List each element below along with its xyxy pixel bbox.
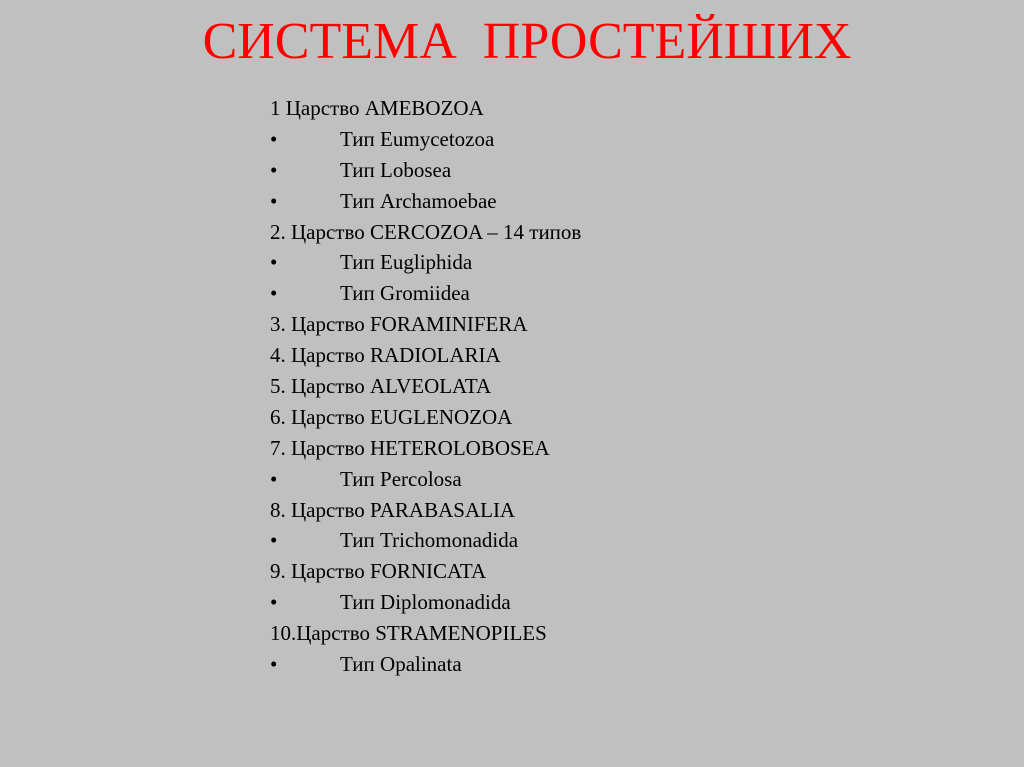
kingdom-item <box>270 217 581 248</box>
kingdom-label: 8. Царство PARABASALIA <box>270 497 516 522</box>
kingdom-label: 2. Царство CERCOZOA – 14 типов <box>270 219 582 244</box>
kingdom-item <box>270 402 581 433</box>
type-item <box>270 186 581 217</box>
type-label: Тип Eumycetozoa <box>340 126 495 151</box>
type-label: Тип Eugliphida <box>340 250 473 275</box>
bullet-icon: • <box>270 528 278 553</box>
bullet-icon: • <box>270 466 278 491</box>
type-label: Тип Lobosea <box>340 157 452 182</box>
kingdom-item <box>270 371 581 402</box>
kingdom-label: 1 Царство AMEBOZOA <box>270 96 484 120</box>
bullet-icon: • <box>270 590 278 615</box>
kingdom-item <box>270 495 581 526</box>
type-item <box>270 124 581 155</box>
kingdom-label: 10.Царство STRAMENOPILES <box>270 621 547 646</box>
type-item <box>270 649 581 680</box>
kingdom-label: 9. Царство FORNICATA <box>270 559 487 584</box>
kingdom-item <box>270 309 581 340</box>
kingdom-item <box>270 618 581 649</box>
type-item <box>270 464 581 495</box>
type-label: Тип Gromiidea <box>340 281 470 306</box>
type-item <box>270 587 581 618</box>
bullet-icon: • <box>270 250 278 275</box>
type-item <box>270 278 581 309</box>
kingdom-item <box>270 340 581 371</box>
kingdom-label: 5. Царство ALVEOLATA <box>270 374 492 399</box>
kingdom-item <box>270 556 581 587</box>
type-label: Тип Trichomonadida <box>340 528 519 553</box>
bullet-icon: • <box>270 652 278 677</box>
kingdom-item <box>270 93 581 124</box>
taxonomy-list <box>270 93 581 680</box>
type-label: Тип Opalinata <box>340 652 462 677</box>
bullet-icon: • <box>270 126 278 151</box>
kingdom-label: 6. Царство EUGLENOZOA <box>270 404 513 429</box>
type-item <box>270 155 581 186</box>
bullet-icon: • <box>270 188 278 213</box>
kingdom-label: 7. Царство HETEROLOBOSEA <box>270 435 550 460</box>
kingdom-item <box>270 433 581 464</box>
kingdom-label: 3. Царство FORAMINIFERA <box>270 312 528 337</box>
type-label: Тип Diplomonadida <box>340 590 511 615</box>
type-label: Тип Archamoebae <box>340 188 497 213</box>
bullet-icon: • <box>270 281 278 306</box>
type-label: Тип Percolosa <box>340 466 462 491</box>
kingdom-label: 4. Царство RADIOLARIA <box>270 343 501 368</box>
slide-title: СИСТЕМА ПРОСТЕЙШИХ <box>202 13 852 70</box>
bullet-icon: • <box>270 157 278 182</box>
type-item <box>270 525 581 556</box>
type-item <box>270 247 581 278</box>
